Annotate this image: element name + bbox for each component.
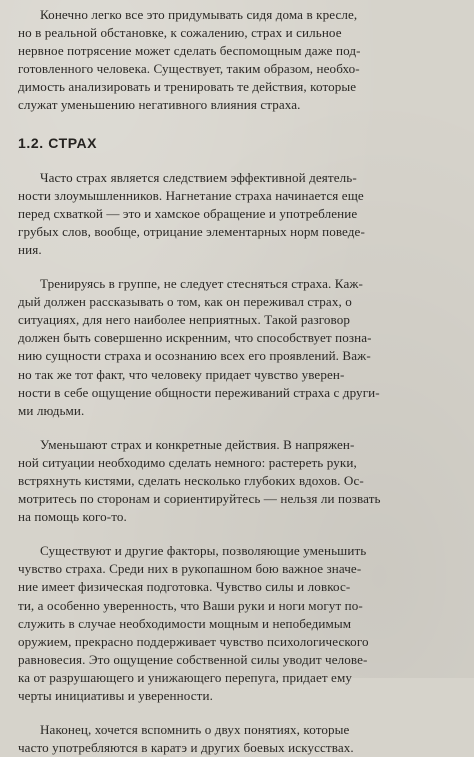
text-line: ной ситуации необходимо сделать немного: растереть руки, <box>18 454 357 470</box>
text-line: ка от разрушающего и унижающего перепуга, придает ему <box>18 669 352 685</box>
paragraph-intro <box>18 6 466 115</box>
text-line: оружием, прекрасно поддерживает чувство психологического <box>18 633 369 649</box>
text-line: димость анализировать и тренировать те действия, которые <box>18 79 357 95</box>
paragraph-other-factors <box>18 542 466 705</box>
section-heading: 1.2. СТРАХ <box>18 134 98 151</box>
text-line: Часто страх является следствием эффективной деятель- <box>40 169 357 185</box>
text-line: но в реальной обстановке, к сожалению, страх и сильное <box>18 25 342 41</box>
text-line: грубых слов, вообще, отрицание элементарных норм поведе- <box>18 223 365 239</box>
text-line: ти, а особенно уверенность, что Ваши руки и ноги могут по- <box>18 597 363 613</box>
text-line: ности злоумышленников. Нагнетание страха начинается еще <box>18 187 364 203</box>
text-line: мотритесь по сторонам и сориентируйтесь — нельзя ли позвать <box>18 491 381 507</box>
text-line: встряхнуть кистями, сделать несколько глубоких вдохов. Ос- <box>18 472 364 488</box>
paragraph-conclusion <box>18 721 466 757</box>
text-line: ности в себе ощущение общности переживаний страха с други- <box>18 384 380 400</box>
text-line: черты инициативы и уверенности. <box>18 688 213 703</box>
text-line: на помощь кого-то. <box>18 509 127 525</box>
text-line: служат уменьшению негативного влияния страха. <box>18 97 301 113</box>
text-line: перед схваткой — это и хамское обращение и употребление <box>18 205 358 221</box>
text-line: но так же тот факт, что человеку придает чувство уверен- <box>18 366 345 382</box>
text-line: нервное потрясение может сделать беспомощным даже под- <box>18 43 361 59</box>
text-line: Уменьшают страх и конкретные действия. В напряжен- <box>40 436 355 452</box>
paragraph-group-training <box>18 275 466 420</box>
paragraph-causes <box>18 169 466 259</box>
text-line: Конечно легко все это придумывать сидя дома в кресле, <box>40 7 358 22</box>
text-line: равновесия. Это ощущение собственной силы уводит челове- <box>18 651 368 667</box>
text-line: дый должен рассказывать о том, как он переживал страх, о <box>18 294 352 310</box>
text-line: часто употребляются в каратэ и других боевых искусствах. <box>18 740 354 756</box>
text-line: ние имеет физическая подготовка. Чувство силы и ловкос- <box>18 579 351 595</box>
text-line: готовленного человека. Существует, таким образом, необхо- <box>18 61 360 77</box>
text-line: должен быть совершенно искренним, что способствует позна- <box>18 330 372 346</box>
text-line: чувство страха. Среди них в рукопашном бою важное значе- <box>18 561 362 577</box>
text-line: Тренируясь в группе, не следует стесняться страха. Каж- <box>40 276 363 292</box>
text-line: Наконец, хочется вспомнить о двух понятиях, которые <box>40 722 350 738</box>
text-line: ния. <box>18 241 42 257</box>
text-line: служить в случае необходимости мощным и непобедимым <box>18 615 352 631</box>
text-line: нию сущности страха и осознанию всех его проявлений. Важ- <box>18 348 371 364</box>
text-line: Существуют и другие факторы, позволяющие уменьшить <box>40 543 367 559</box>
text-line: ми людьми. <box>18 402 85 418</box>
text-line: ситуациях, для него наиболее неприятных. Такой разговор <box>18 312 350 328</box>
paragraph-actions <box>18 436 466 526</box>
